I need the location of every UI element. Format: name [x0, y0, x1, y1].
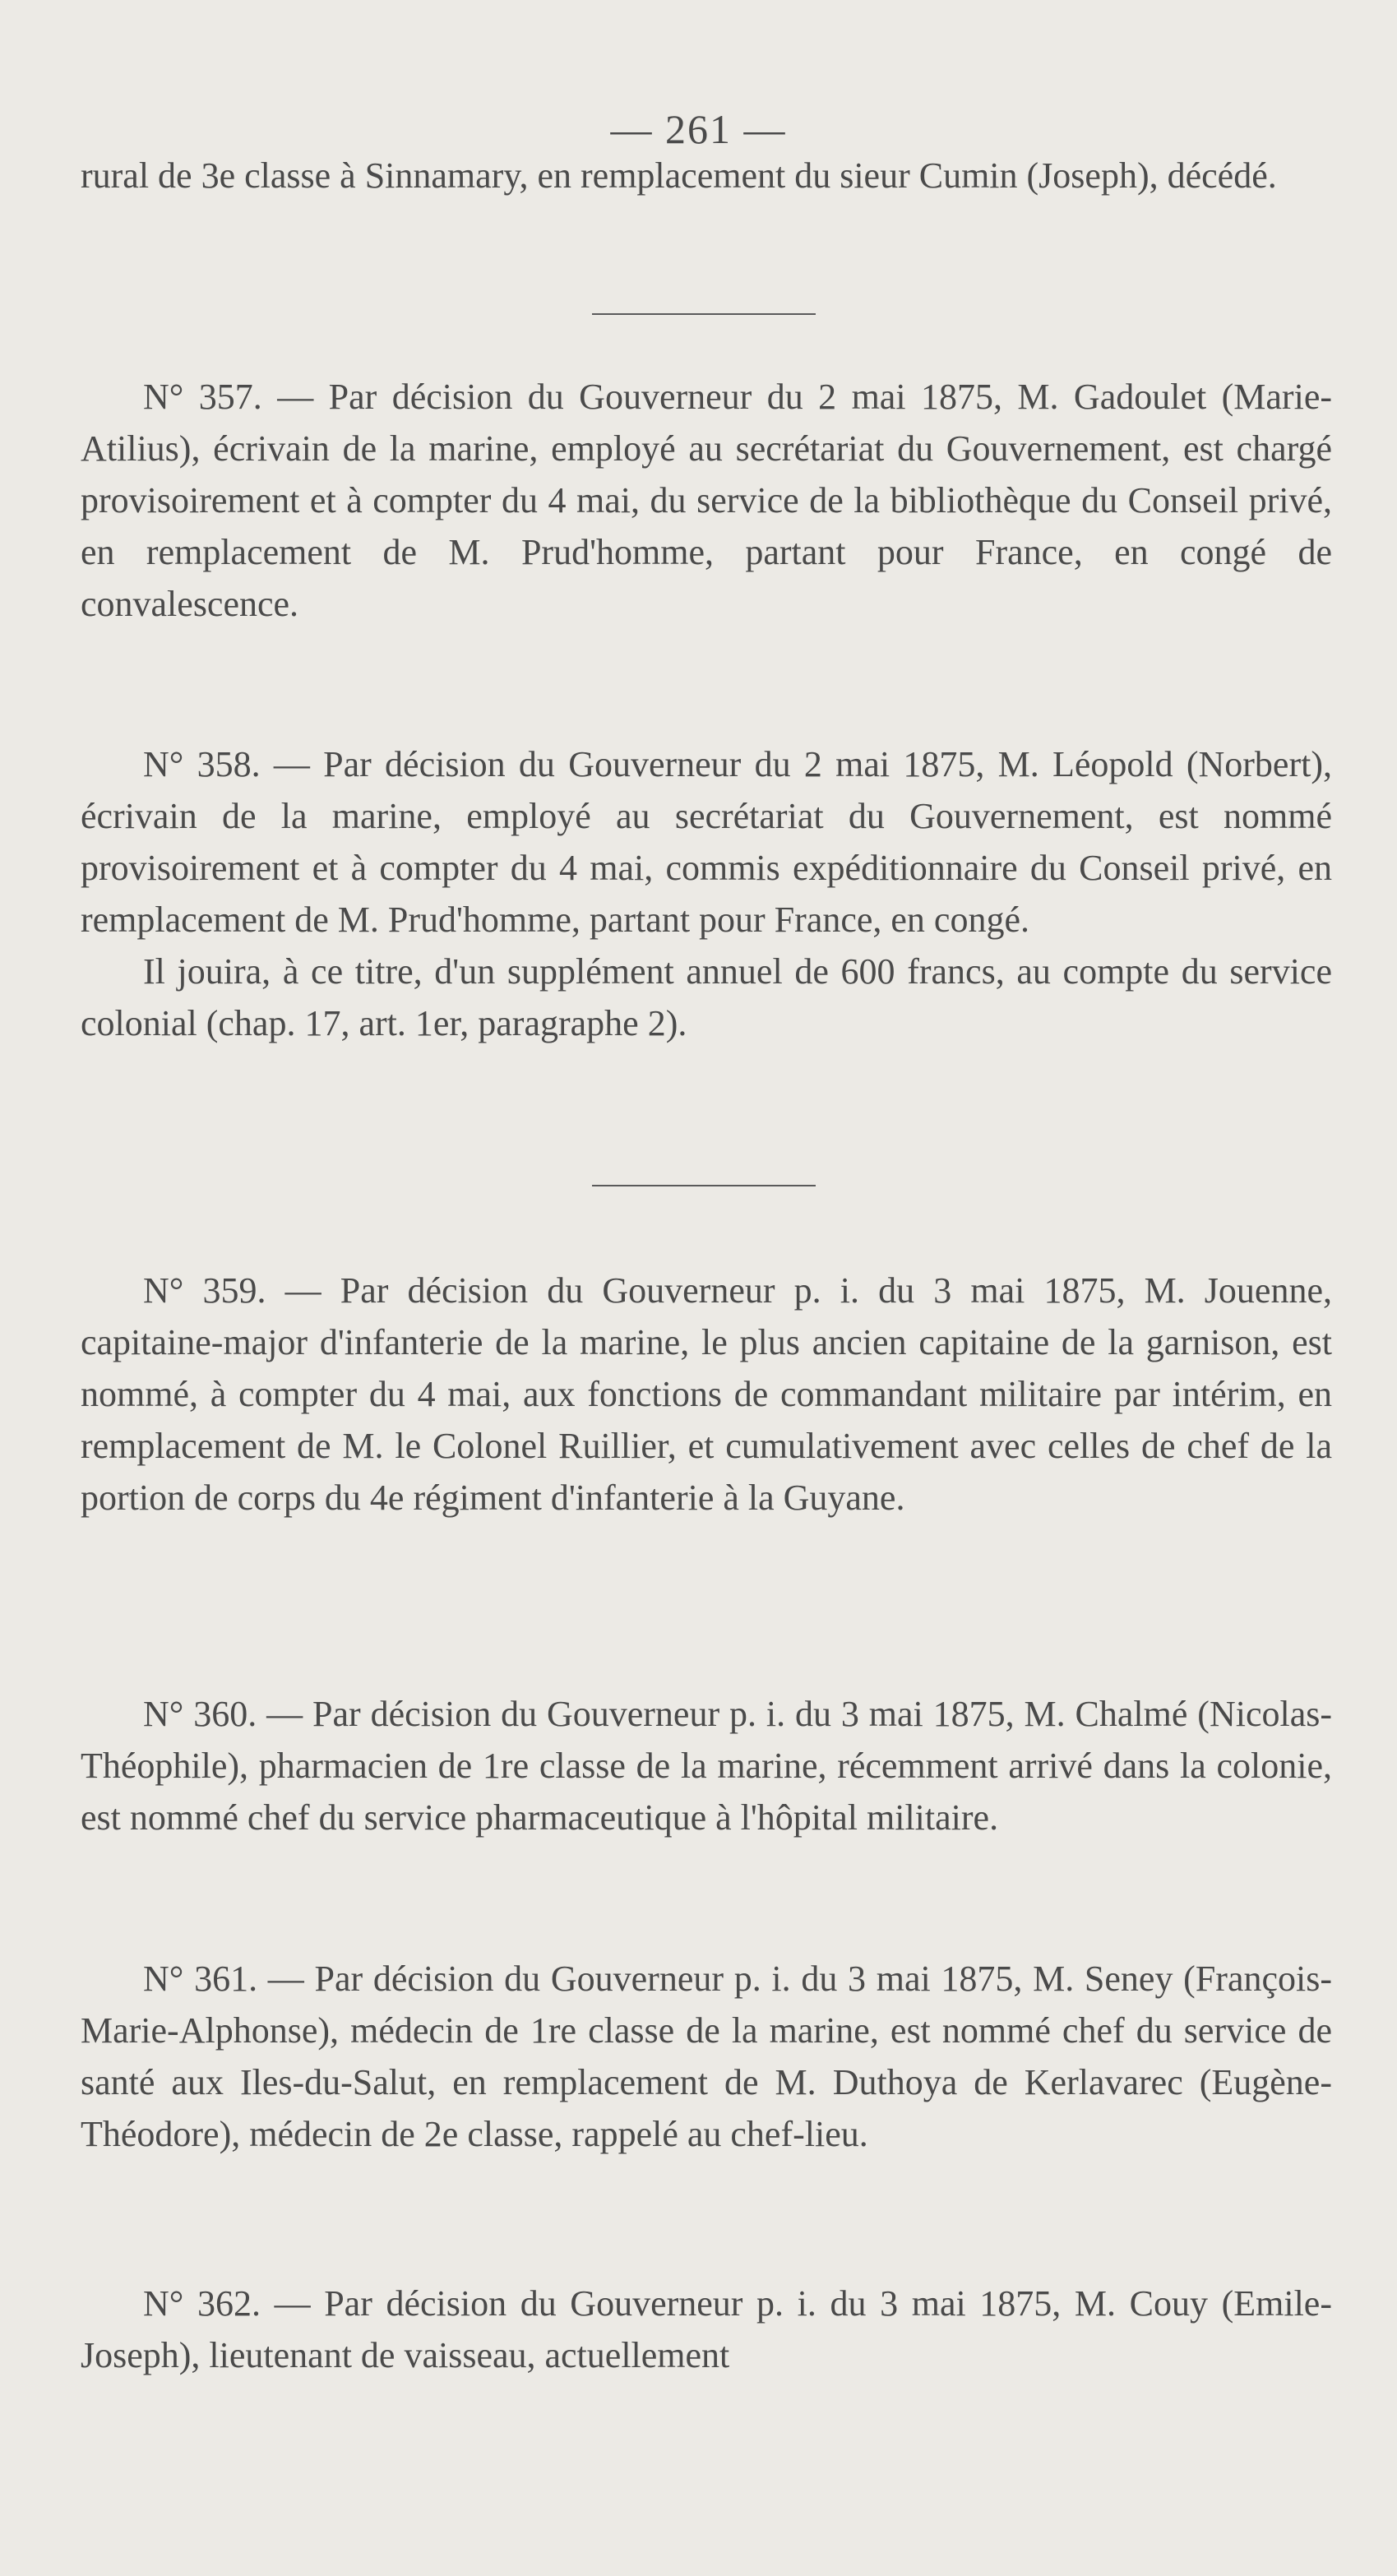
- text-block-3: [81, 1265, 1332, 1524]
- paragraph-358: N° 358. — Par décision du Gouverneur du 2 mai 1875, M. Léopold (Norbert), écrivain de la marine, employé au secrétariat du Gouvernement, est nommé provisoirement et à compter du 4 mai, commis expéditionnaire du Conseil privé, en remplacement de M. Prud'homme, partant pour France, en congé.: [81, 744, 1332, 940]
- paragraph-359: N° 359. — Par décision du Gouverneur p. i. du 3 mai 1875, M. Jouenne, capitaine-major d'infanterie de la marine, le plus ancien capitaine de la garnison, est nommé, à compter du 4 mai, aux fonctions de commandant militaire par intérim, en remplacement de M. le Colonel Ruillier, et cumulativement avec celles de chef de la portion de corps du 4e régiment d'infanterie à la Guyane.: [81, 1270, 1332, 1518]
- paragraph-358-supplement: Il jouira, à ce titre, d'un supplément annuel de 600 francs, au compte du service colonial (chap. 17, art. 1er, paragraphe 2).: [81, 951, 1332, 1043]
- paragraph-362: N° 362. — Par décision du Gouverneur p. i. du 3 mai 1875, M. Couy (Emile-Joseph), lieutenant de vaisseau, actuellement: [81, 2283, 1332, 2375]
- paragraph-357: N° 357. — Par décision du Gouverneur du 2 mai 1875, M. Gadoulet (Marie-Atilius), écrivain de la marine, employé au secrétariat du Gouvernement, est chargé provisoirement et à compter du 4 mai, du service de la bibliothèque du Conseil privé, en remplacement de M. Prud'homme, partant pour France, en congé de convalescence.: [81, 377, 1332, 624]
- paragraph-360: N° 360. — Par décision du Gouverneur p. i. du 3 mai 1875, M. Chalmé (Nicolas-Théophile), pharmacien de 1re classe de la marine, récemment arrivé dans la colonie, est nommé chef du service pharmaceutique à l'hôpital militaire.: [81, 1694, 1332, 1838]
- text-block-4: [81, 1688, 1332, 1843]
- paragraph-continuation: rural de 3e classe à Sinnamary, en remplacement du sieur Cumin (Joseph), décédé.: [81, 155, 1277, 196]
- section-divider: [592, 1185, 816, 1186]
- text-block-2: [81, 738, 1332, 1049]
- text-block-5: [81, 1953, 1332, 2160]
- section-divider: [592, 313, 816, 315]
- text-block-0: [81, 150, 1332, 201]
- paragraph-361: N° 361. — Par décision du Gouverneur p. i. du 3 mai 1875, M. Seney (François-Marie-Alphonse), médecin de 1re classe de la marine, est nommé chef du service de santé aux Iles-du-Salut, en remplacement de M. Duthoya de Kerlavarec (Eugène-Théodore), médecin de 2e classe, rappelé au chef-lieu.: [81, 1959, 1332, 2154]
- page-number: — 261 —: [610, 106, 787, 152]
- text-block-6: [81, 2278, 1332, 2381]
- text-block-1: [81, 371, 1332, 630]
